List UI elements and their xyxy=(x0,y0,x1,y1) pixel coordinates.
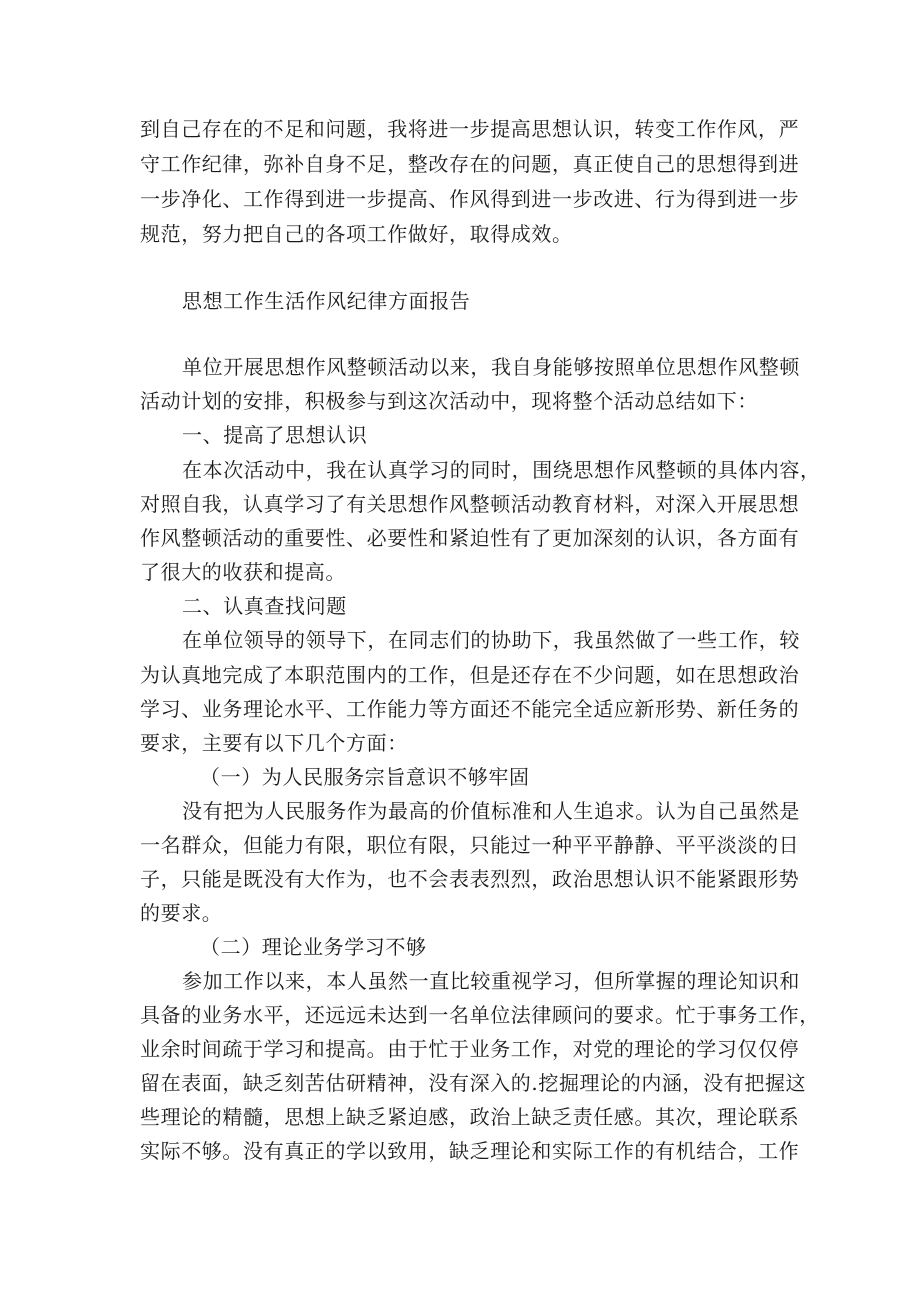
subsection-heading: （二）理论业务学习不够 xyxy=(200,935,427,959)
paragraph-line: 活动计划的安排，积极参与到这次活动中，现将整个活动总结如下： xyxy=(140,389,758,413)
paragraph-line: 参加工作以来，本人虽然一直比较重视学习，但所掌握的理论知识和 xyxy=(182,969,800,993)
paragraph-line: 守工作纪律，弥补自身不足，整改存在的问题，真正使自己的思想得到进 xyxy=(140,152,800,176)
paragraph-line: 业余时间疏于学习和提高。由于忙于业务工作，对党的理论的学习仅仅停 xyxy=(140,1037,800,1061)
paragraph-line: 了很大的收获和提高。 xyxy=(140,560,346,584)
paragraph-line: 具备的业务水平，还远远未达到一名单位法律顾问的要求。忙于事务工作， xyxy=(140,1003,820,1027)
paragraph-line: 作风整顿活动的重要性、必要性和紧迫性有了更加深刻的认识，各方面有 xyxy=(140,526,800,550)
paragraph-line: 些理论的精髓，思想上缺乏紧迫感，政治上缺乏责任感。其次，理论联系 xyxy=(140,1105,800,1129)
paragraph-line: 一名群众，但能力有限，职位有限，只能过一种平平静静、平平淡淡的日 xyxy=(140,833,800,857)
section-heading: 二、认真查找问题 xyxy=(182,594,347,618)
document-title: 思想工作生活作风纪律方面报告 xyxy=(182,289,471,313)
section-heading: 一、提高了思想认识 xyxy=(182,423,368,447)
paragraph-line: 要求，主要有以下几个方面： xyxy=(140,731,408,755)
paragraph-line: 规范，努力把自己的各项工作做好，取得成效。 xyxy=(140,222,573,246)
paragraph-line: 一步净化、工作得到进一步提高、作风得到进一步改进、行为得到进一步 xyxy=(140,187,800,211)
paragraph-line: 实际不够。没有真正的学以致用，缺乏理论和实际工作的有机结合，工作 xyxy=(140,1139,800,1163)
paragraph-line: 没有把为人民服务作为最高的价值标准和人生追求。认为自己虽然是 xyxy=(182,799,800,823)
paragraph-line: 到自己存在的不足和问题，我将进一步提高思想认识，转变工作作风，严 xyxy=(140,117,800,141)
paragraph-line: 留在表面，缺乏刻苦估研精神，没有深入的.挖掘理论的内涵，没有把握这 xyxy=(140,1071,807,1095)
paragraph-line: 为认真地完成了本职范围内的工作，但是还存在不少问题，如在思想政治 xyxy=(140,663,800,687)
paragraph-line: 在本次活动中，我在认真学习的同时，围绕思想作风整顿的具体内容， xyxy=(182,458,821,482)
paragraph-line: 单位开展思想作风整顿活动以来，我自身能够按照单位思想作风整顿 xyxy=(182,355,800,379)
paragraph-line: 在单位领导的领导下，在同志们的协助下，我虽然做了一些工作，较 xyxy=(182,628,800,652)
paragraph-line: 学习、业务理论水平、工作能力等方面还不能完全适应新形势、新任务的 xyxy=(140,697,800,721)
paragraph-line: 的要求。 xyxy=(140,901,223,925)
subsection-heading: （一）为人民服务宗旨意识不够牢固 xyxy=(200,765,530,789)
paragraph-line: 子，只能是既没有大作为，也不会表表烈烈，政治思想认识不能紧跟形势 xyxy=(140,867,800,891)
paragraph-line: 对照自我，认真学习了有关思想作风整顿活动教育材料，对深入开展思想 xyxy=(140,492,800,516)
